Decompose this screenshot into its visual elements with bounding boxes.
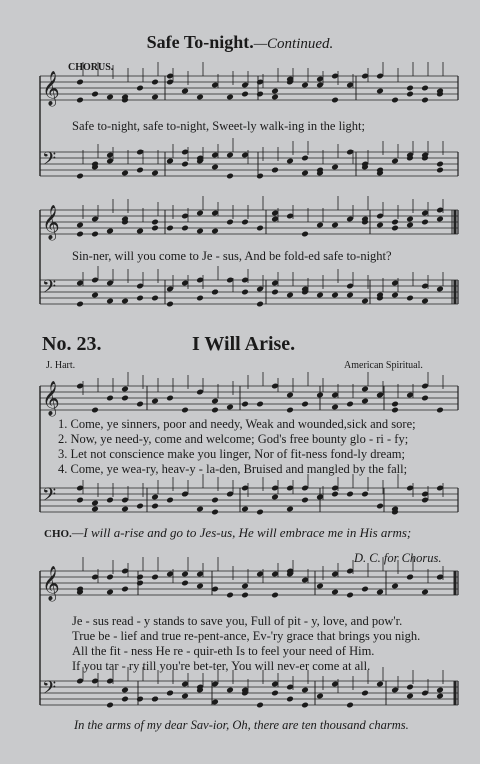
note [436, 687, 444, 694]
note [346, 592, 354, 599]
note [151, 225, 159, 232]
tune-source: American Spiritual. [344, 360, 423, 371]
note [76, 79, 84, 86]
note [136, 167, 144, 174]
note [391, 583, 399, 590]
note [211, 407, 219, 414]
note [436, 216, 444, 223]
note [151, 295, 159, 302]
note [106, 702, 114, 709]
lyric-line: Sin-ner, will you come to Je - sus, And be fold-ed safe to-night? [72, 249, 392, 263]
note [76, 231, 84, 238]
note [226, 94, 234, 101]
note [421, 298, 429, 305]
note [136, 295, 144, 302]
note [391, 97, 399, 104]
note [106, 228, 114, 235]
note [226, 219, 234, 226]
note [76, 173, 84, 180]
note [391, 158, 399, 165]
note [106, 298, 114, 305]
note [226, 687, 234, 694]
note [151, 219, 159, 226]
note [301, 401, 309, 408]
note [211, 228, 219, 235]
note [436, 693, 444, 700]
note [286, 158, 294, 165]
note [241, 289, 249, 296]
verse-line: 2. Now, ye need-y, come and welcome; God's free bounty glo - ri - fy; [58, 432, 409, 446]
note [151, 494, 159, 501]
note [106, 574, 114, 581]
note [406, 684, 414, 691]
dc-instruction: D. C. for Chorus. [354, 551, 442, 565]
note [361, 491, 369, 498]
note [226, 404, 234, 411]
note [166, 395, 174, 402]
note [211, 509, 219, 516]
refrain-line: If you tar - ry till you're bet-ter, You will nev-er come at all. [72, 659, 371, 673]
note [361, 386, 369, 393]
note [226, 592, 234, 599]
note [421, 219, 429, 226]
note [316, 222, 324, 229]
note [391, 407, 399, 414]
note [196, 506, 204, 513]
note [121, 687, 129, 694]
note [106, 94, 114, 101]
treble-clef-icon: 𝄞 [42, 381, 60, 416]
note [256, 401, 264, 408]
note [331, 164, 339, 171]
note [271, 167, 279, 174]
note [361, 298, 369, 305]
verse-line: 4. Come, ye wea-ry, heav-y - la-den, Bruised and mangled by the fall; [58, 462, 408, 476]
note [136, 85, 144, 92]
note [136, 580, 144, 587]
note [331, 491, 339, 498]
note [91, 91, 99, 98]
note [151, 79, 159, 86]
treble-clef-icon: 𝄞 [42, 71, 60, 106]
note [406, 295, 414, 302]
note [136, 503, 144, 510]
note [211, 164, 219, 171]
note [421, 85, 429, 92]
note [391, 401, 399, 408]
note [136, 401, 144, 408]
note [196, 228, 204, 235]
note [181, 571, 189, 578]
refrain-line: True be - lief and true re-pent-ance, Ev-'ry grace that brings you nigh. [72, 629, 421, 643]
note [301, 687, 309, 694]
note [301, 497, 309, 504]
note [211, 497, 219, 504]
chorus-abbrev: CHO. [44, 528, 72, 540]
note [346, 491, 354, 498]
note [331, 222, 339, 229]
note [76, 301, 84, 308]
note [301, 155, 309, 162]
note [346, 702, 354, 709]
note [256, 702, 264, 709]
note [166, 158, 174, 165]
note [91, 407, 99, 414]
note [316, 583, 324, 590]
note [346, 401, 354, 408]
note [376, 681, 384, 688]
note [196, 295, 204, 302]
note [256, 91, 264, 98]
note [166, 301, 174, 308]
note [241, 219, 249, 226]
note [121, 586, 129, 593]
note [166, 690, 174, 697]
note [421, 395, 429, 402]
note [406, 216, 414, 223]
note [436, 407, 444, 414]
note [241, 91, 249, 98]
closing-line: In the arms of my dear Sav-ior, Oh, there are ten thousand charms. [74, 718, 409, 732]
note [391, 225, 399, 232]
note [301, 170, 309, 177]
note [376, 222, 384, 229]
note [211, 289, 219, 296]
note [106, 395, 114, 402]
note [196, 210, 204, 217]
note [436, 161, 444, 168]
note [196, 94, 204, 101]
note [91, 292, 99, 299]
note [271, 289, 279, 296]
note [391, 219, 399, 226]
note [286, 696, 294, 703]
note [421, 589, 429, 596]
note [121, 386, 129, 393]
note [211, 398, 219, 405]
author: J. Hart. [46, 360, 76, 371]
note [406, 693, 414, 700]
note [286, 506, 294, 513]
note [151, 574, 159, 581]
note [136, 228, 144, 235]
note [181, 161, 189, 168]
hymn-title: I Will Arise. [192, 333, 296, 355]
note [286, 292, 294, 299]
refrain-line: Je - sus read - y stands to save you, Full of pit - y, love, and pow'r. [72, 614, 403, 628]
note [286, 407, 294, 414]
note [331, 404, 339, 411]
note [436, 286, 444, 293]
note [226, 173, 234, 180]
note [121, 298, 129, 305]
treble-clef-icon: 𝄞 [42, 566, 60, 601]
note [151, 503, 159, 510]
note [331, 292, 339, 299]
bass-clef-icon: 𝄢 [42, 485, 57, 510]
note [391, 292, 399, 299]
note [301, 231, 309, 238]
note [301, 82, 309, 89]
note [316, 392, 324, 399]
note [256, 301, 264, 308]
note [271, 494, 279, 501]
note [76, 497, 84, 504]
note [406, 574, 414, 581]
note [226, 152, 234, 159]
note [406, 85, 414, 92]
note [241, 506, 249, 513]
refrain-line: All the fit - ness He re - quir-eth Is to feel your need of Him. [72, 644, 375, 658]
note [151, 170, 159, 177]
note [361, 586, 369, 593]
note [316, 292, 324, 299]
note [331, 589, 339, 596]
note [271, 592, 279, 599]
note [406, 222, 414, 229]
note [151, 94, 159, 101]
note [376, 589, 384, 596]
note [181, 225, 189, 232]
note [91, 506, 99, 513]
note [196, 583, 204, 590]
note [241, 583, 249, 590]
note [181, 693, 189, 700]
lyric-line: Safe to-night, safe to-night, Sweet-ly walk-ing in the light; [72, 119, 365, 133]
note [181, 407, 189, 414]
treble-clef-icon: 𝄞 [42, 205, 60, 240]
note [271, 88, 279, 95]
note [166, 497, 174, 504]
note [91, 231, 99, 238]
note [271, 690, 279, 697]
note [76, 97, 84, 104]
chorus-text: —I will a-rise and go to Jes-us, He will embrace me in His arms; [71, 525, 412, 540]
note [271, 94, 279, 101]
song-title: Safe To-night. [146, 32, 254, 52]
hymn-number: No. 23. [42, 333, 102, 355]
note [151, 696, 159, 703]
note [121, 395, 129, 402]
bass-clef-icon: 𝄢 [42, 149, 57, 174]
note [76, 222, 84, 229]
chorus-label: CHORUS. [68, 62, 114, 73]
note [91, 500, 99, 507]
note [331, 97, 339, 104]
note [136, 574, 144, 581]
continued-label: —Continued. [253, 36, 334, 52]
note [286, 392, 294, 399]
bass-clef-icon: 𝄢 [42, 678, 57, 703]
note [241, 401, 249, 408]
note [301, 702, 309, 709]
note [316, 693, 324, 700]
note [241, 592, 249, 599]
chorus-line [44, 522, 411, 541]
note [106, 497, 114, 504]
note [121, 696, 129, 703]
note [406, 91, 414, 98]
note [256, 225, 264, 232]
note [361, 398, 369, 405]
note [256, 173, 264, 180]
note [346, 292, 354, 299]
note [181, 88, 189, 95]
note [421, 97, 429, 104]
note [151, 398, 159, 405]
note [121, 170, 129, 177]
bass-clef-icon: 𝄢 [42, 277, 57, 302]
note [376, 88, 384, 95]
verse-line: 3. Let not conscience make you linger, Nor of fit-ness fond-ly dream; [58, 447, 405, 461]
verse-line: 1. Come, ye sinners, poor and needy, Weak and wounded,sick and sore; [58, 417, 416, 431]
note [376, 503, 384, 510]
note [256, 509, 264, 516]
note [436, 167, 444, 174]
note [361, 690, 369, 697]
note [166, 225, 174, 232]
note [136, 696, 144, 703]
note [106, 589, 114, 596]
note [181, 580, 189, 587]
note [121, 506, 129, 513]
